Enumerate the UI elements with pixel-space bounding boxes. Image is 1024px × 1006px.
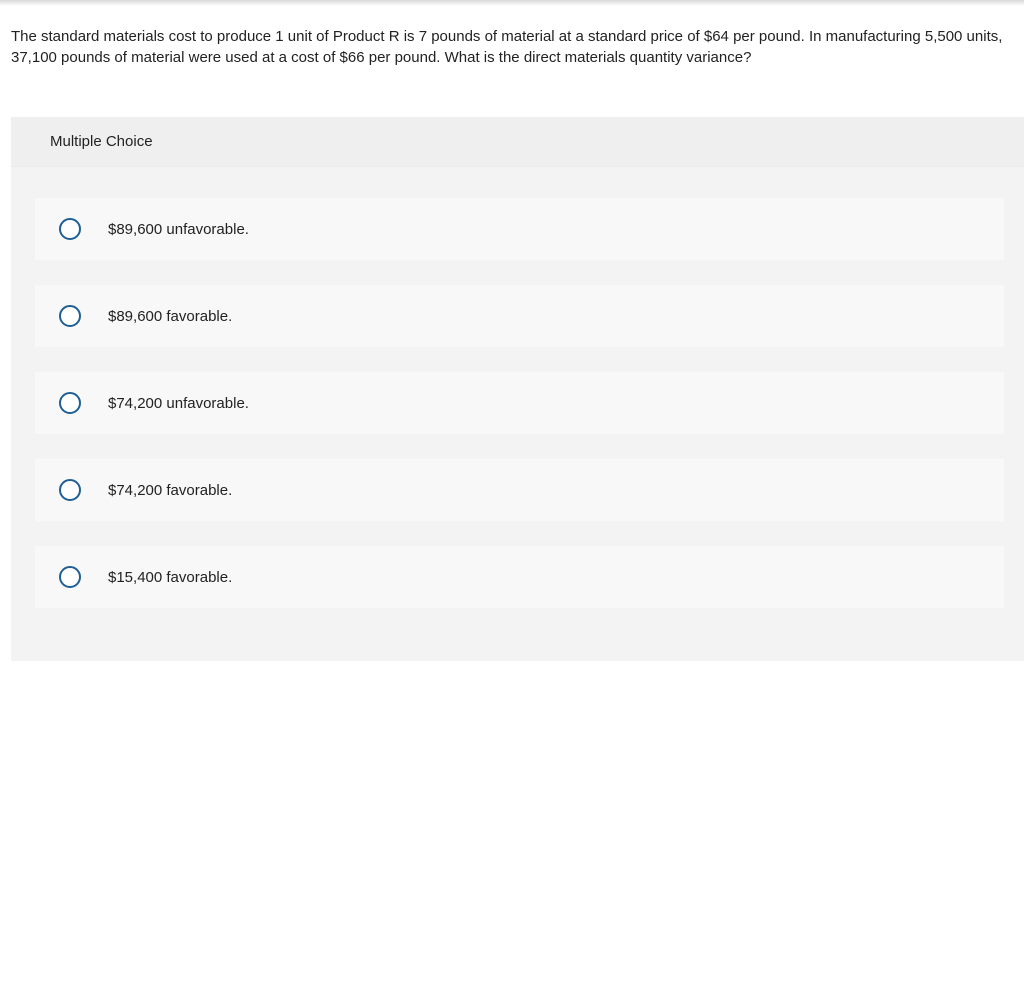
- radio-button-icon[interactable]: [59, 218, 81, 240]
- multiple-choice-panel: [11, 117, 1024, 661]
- options-list: [35, 198, 1004, 633]
- option-4[interactable]: [35, 459, 1004, 521]
- option-label: $89,600 favorable.: [108, 307, 233, 325]
- radio-button-icon[interactable]: [59, 305, 81, 327]
- option-label: $74,200 favorable.: [108, 481, 233, 499]
- option-2[interactable]: [35, 285, 1004, 347]
- multiple-choice-header: Multiple Choice: [11, 117, 1024, 167]
- option-1[interactable]: [35, 198, 1004, 260]
- option-3[interactable]: [35, 372, 1004, 434]
- option-label: $89,600 unfavorable.: [108, 220, 249, 238]
- question-text: The standard materials cost to produce 1 unit of Product R is 7 pounds of material at a standard price of $64 per pound. In manufacturing 5,500 units, 37,100 pounds of material were used at a cost of $66 per pound. What is the direct materials quantity variance?: [11, 28, 1003, 66]
- option-label: $74,200 unfavorable.: [108, 394, 249, 412]
- radio-button-icon[interactable]: [59, 566, 81, 588]
- top-shadow: [0, 0, 1024, 6]
- radio-button-icon[interactable]: [59, 479, 81, 501]
- radio-button-icon[interactable]: [59, 392, 81, 414]
- option-label: $15,400 favorable.: [108, 568, 233, 586]
- option-5[interactable]: [35, 546, 1004, 608]
